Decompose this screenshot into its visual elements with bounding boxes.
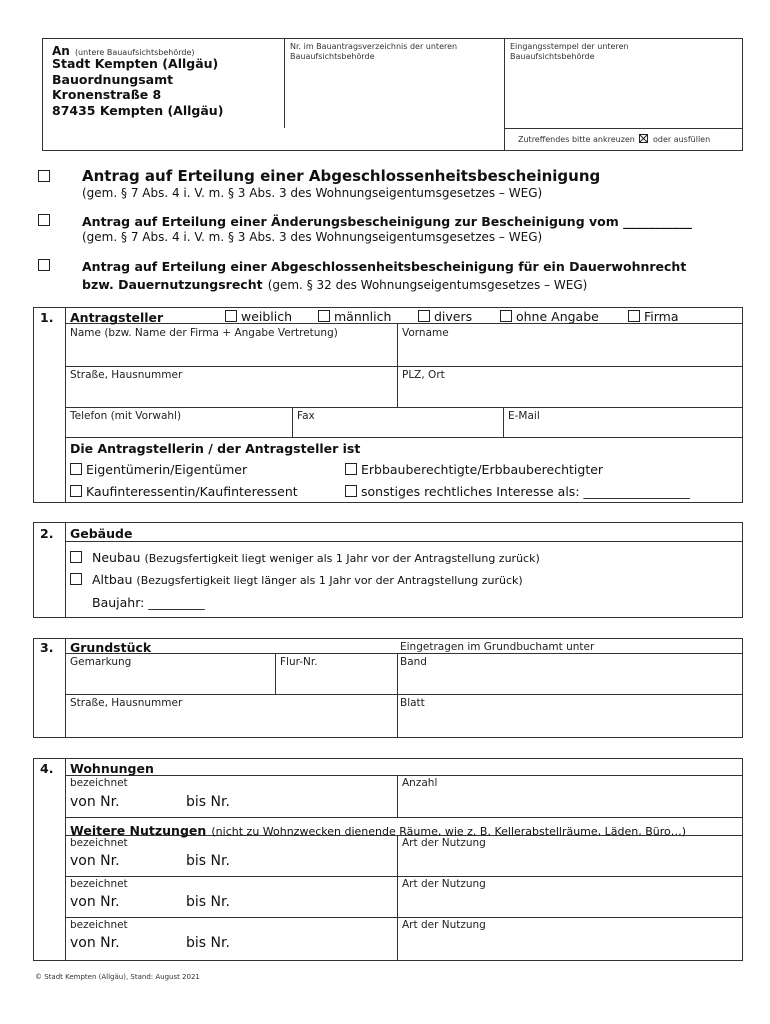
nutzung-2-von-label: von Nr. [70,894,120,910]
s1-line-d [65,437,743,438]
neubau-label: Neubau [91,550,141,565]
request-1-title: Antrag auf Erteilung einer Abgeschlossenheitsbescheinigung [82,167,601,185]
gender-label: divers [433,309,473,324]
an-sub-label: (untere Bauaufsichtsbehörde) [74,48,195,57]
gender-divers[interactable] [418,309,472,324]
footer-copyright: © Stadt Kempten (Allgäu), Stand: August 2021 [35,973,200,981]
section-4-number: 4. [40,761,54,776]
s4-col-divider-2 [397,835,398,961]
checkbox[interactable] [418,310,430,322]
role-label: Erbbauberechtigte/Erbbauberechtigter [360,462,604,477]
s3-street-label: Straße, Hausnummer [70,697,183,709]
section-2-number: 2. [40,526,54,541]
baujahr-field[interactable]: Baujahr: _________ [92,595,205,610]
anzahl-label: Anzahl [402,777,438,789]
checkbox[interactable] [345,463,357,475]
s4-line-e [65,917,743,918]
s3-line-b [65,694,743,695]
phone-field-label: Telefon (mit Vorwahl) [70,410,182,422]
nutzung-2-art-label: Art der Nutzung [402,878,486,890]
header-divider-2 [504,38,505,151]
weitere-note: (nicht zu Wohnzwecken dienende Räume, wie z. B. Kellerabstellräume, Läden, Büro…) [211,825,687,838]
fax-field-label: Fax [297,410,315,422]
nutzung-3-von-label: von Nr. [70,935,120,951]
request-2-sub: (gem. § 7 Abs. 4 i. V. m. § 3 Abs. 3 des Wohnungseigentumsgesetzes – WEG) [82,230,543,244]
s3-col-divider [397,653,398,738]
checkbox[interactable] [500,310,512,322]
section-4-num-divider [65,758,66,961]
section-1-number: 1. [40,310,54,325]
s3-flur-divider [275,653,276,694]
request-1-checkbox[interactable] [38,170,50,182]
section-2-title: Gebäude [70,526,133,541]
s1-email-divider [503,407,504,437]
name-field-label: Name (bzw. Name der Firma + Angabe Vertretung) [70,327,338,339]
checkbox[interactable] [70,551,82,563]
s2-line [65,541,743,542]
wohnung-von-label: von Nr. [70,794,120,810]
checkbox[interactable] [345,485,357,497]
gender-ohne-angabe[interactable] [500,309,599,324]
request-2-title: Antrag auf Erteilung einer Änderungsbescheinigung zur Bescheinigung vom ___________ [82,214,692,229]
checkbox[interactable] [70,485,82,497]
nutzung-3-art-label: Art der Nutzung [402,919,486,931]
s1-col-divider [397,323,398,407]
s1-line-b [65,366,743,367]
gender-weiblich[interactable] [225,309,292,324]
checkbox[interactable] [225,310,237,322]
request-2-checkbox[interactable] [38,214,50,226]
s1-fax-divider [292,407,293,437]
gender-maennlich[interactable] [318,309,391,324]
plz-field-label: PLZ, Ort [402,369,445,381]
request-3-title: Antrag auf Erteilung einer Abgeschlossenheitsbescheinigung für ein Dauerwohnrecht [82,259,687,274]
s4-line-a [65,775,743,776]
section-4-box [33,758,743,961]
section-1-title: Antragsteller [70,310,164,325]
s4-line-b [65,817,743,818]
request-3-checkbox[interactable] [38,259,50,271]
role-eigentuemer[interactable] [70,462,247,477]
nutzung-1-bis-label: bis Nr. [186,853,230,869]
neubau-note: (Bezugsfertigkeit liegt weniger als 1 Jahr vor der Antragstellung zurück) [144,552,540,565]
weitere-title: Weitere Nutzungen [70,823,207,838]
request-3-line2 [82,274,587,293]
address-line: Bauordnungsamt [52,71,174,87]
receipt-stamp-label: Eingangsstempel der unteren Bauaufsichtsbehörde [510,42,629,61]
section-3-title: Grundstück [70,640,152,655]
role-title: Die Antragstellerin / der Antragsteller ist [70,441,361,456]
neubau-option[interactable] [70,550,540,565]
gender-label: Firma [643,309,679,324]
nutzung-1-von-label: von Nr. [70,853,120,869]
checkbox[interactable] [628,310,640,322]
altbau-note: (Bezugsfertigkeit liegt länger als 1 Jahr vor der Antragstellung zurück) [136,574,523,587]
nutzung-3-bezeichnet-label: bezeichnet [70,919,128,931]
recipient-address [52,56,223,118]
address-line: Kronenstraße 8 [52,87,162,102]
grundbuch-label: Eingetragen im Grundbuchamt unter [400,641,595,653]
crossed-checkbox-icon [639,134,648,143]
request-3-sub: (gem. § 32 des Wohnungseigentumsgesetzes – WEG) [267,278,588,292]
role-label: sonstiges rechtliches Interesse als: _________________ [360,484,690,499]
vorname-field-label: Vorname [402,327,449,339]
flur-label: Flur-Nr. [280,656,318,668]
s4-line-d [65,876,743,877]
band-label: Band [400,656,427,668]
nutzung-2-bis-label: bis Nr. [186,894,230,910]
gemarkung-label: Gemarkung [70,656,132,668]
request-1-sub: (gem. § 7 Abs. 4 i. V. m. § 3 Abs. 3 des Wohnungseigentumsgesetzes – WEG) [82,186,543,200]
role-sonstiges[interactable] [345,484,690,499]
wohnung-bezeichnet-label: bezeichnet [70,777,128,789]
an-label: An [52,44,70,58]
s3-line-a [65,653,743,654]
email-field-label: E-Mail [508,410,540,422]
hint-after: oder ausfüllen [652,135,711,144]
checkbox-hint [518,134,710,144]
gender-label: ohne Angabe [515,309,599,324]
address-line: Stadt Kempten (Allgäu) [52,56,219,71]
nutzung-1-bezeichnet-label: bezeichnet [70,837,128,849]
role-erbbau[interactable] [345,462,603,477]
nutzung-1-art-label: Art der Nutzung [402,837,486,849]
checkbox[interactable] [318,310,330,322]
address-line: 87435 Kempten (Allgäu) [52,102,224,118]
altbau-option[interactable] [70,572,523,587]
request-3-title2: bzw. Dauernutzungsrecht [82,277,263,292]
role-kaufinteressent[interactable] [70,484,298,499]
nutzung-3-bis-label: bis Nr. [186,935,230,951]
blatt-label: Blatt [400,697,425,709]
section-2-num-divider [65,522,66,618]
checkbox[interactable] [70,463,82,475]
header-hint-line [504,128,743,129]
s1-line-c [65,407,743,408]
hint-before: Zutreffendes bitte ankreuzen [518,135,635,144]
section-3-number: 3. [40,640,54,655]
s4-col-divider-1 [397,775,398,817]
street-field-label: Straße, Hausnummer [70,369,183,381]
section-4-title: Wohnungen [70,761,154,776]
gender-label: weiblich [240,309,293,324]
altbau-label: Altbau [91,572,133,587]
role-label: Eigentümerin/Eigentümer [85,462,248,477]
section-1-num-divider [65,307,66,503]
weitere-nutzungen-header [70,820,686,839]
wohnung-bis-label: bis Nr. [186,794,230,810]
gender-firma[interactable] [628,309,679,324]
nutzung-2-bezeichnet-label: bezeichnet [70,878,128,890]
role-label: Kaufinteressentin/Kaufinteressent [85,484,298,499]
registry-number-label: Nr. im Bauantragsverzeichnis der unteren Bauaufsichtsbehörde [290,42,458,61]
header-divider-1 [284,38,285,128]
checkbox[interactable] [70,573,82,585]
gender-label: männlich [333,309,392,324]
